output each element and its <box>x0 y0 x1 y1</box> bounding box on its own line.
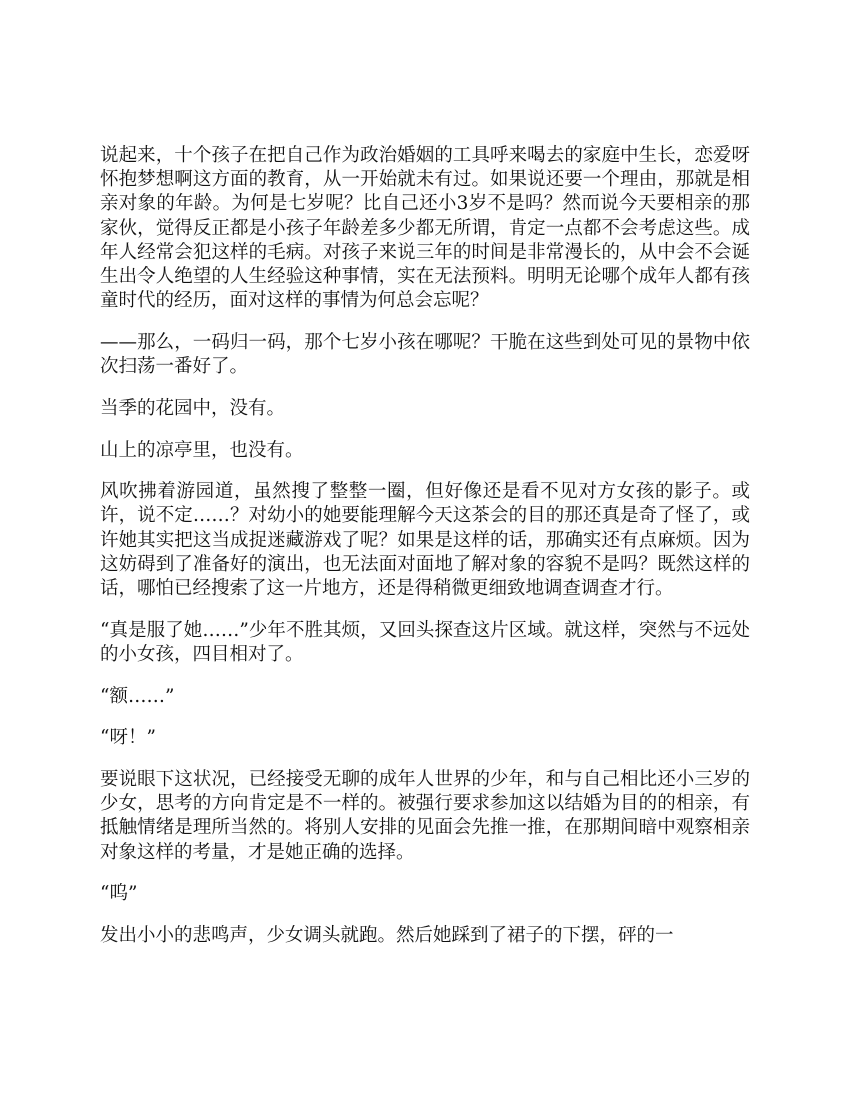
paragraph-4: 山上的凉亭里，也没有。 <box>100 439 304 461</box>
paragraph-1: 说起来，十个孩子在把自己作为政治婚姻的工具呼来喝去的家庭中生长，恋爱呀怀抱梦想啊这方面的教育，从一开始就未有过。如果说还要一个理由，那就是相亲对象的年龄。为何是七岁呢？比自己还小3岁不是吗？然而说今天要相亲的那家伙，觉得反正都是小孩子年龄差多少都无所谓，肯定一点都不会考虑这些。成年人经常会犯这样的毛病。对孩子来说三年的时间是非常漫长的，从中会不会诞生出令人绝望的人生经验这种事情，实在无法预料。明明无论哪个成年人都有孩童时代的经历，面对这样的事情为何总会忘呢？ <box>100 145 750 312</box>
paragraph-8: “呀！” <box>100 727 156 749</box>
paragraph-7: “额……” <box>100 685 175 707</box>
paragraph-3: 当季的花园中，没有。 <box>100 397 286 419</box>
paragraph-9: 要说眼下这状况，已经接受无聊的成年人世界的少年，和与自己相比还小三岁的少女，思考的方向肯定是不一样的。被强行要求参加这以结婚为目的的相亲，有抵触情绪是理所当然的。将别人安排的见面会先推一推，在那期间暗中观察相亲对象这样的考量，才是她正确的选择。 <box>100 769 750 863</box>
paragraph-11: 发出小小的悲鸣声，少女调头就跑。然后她踩到了裙子的下摆，砰的一 <box>100 925 674 947</box>
paragraph-10: “呜” <box>100 883 138 905</box>
paragraph-2: ——那么，一码归一码，那个七岁小孩在哪呢？干脆在这些到处可见的景物中依次扫荡一番好了。 <box>100 331 750 378</box>
story-text <box>100 144 750 966</box>
paragraph-5: 风吹拂着游园道，虽然搜了整整一圈，但好像还是看不见对方女孩的影子。或许，说不定……？对幼小的她要能理解今天这茶会的目的那还真是奇了怪了，或许她其实把这当成捉迷藏游戏了呢？如果是这样的话，那确实还有点麻烦。因为这妨碍到了准备好的演出，也无法面对面地了解对象的容貌不是吗？既然这样的话，哪怕已经搜索了这一片地方，还是得稍微更细致地调查调查才行。 <box>100 481 750 600</box>
paragraph-6: “真是服了她……”少年不胜其烦，又回头探查这片区域。就这样，突然与不远处的小女孩，四目相对了。 <box>100 619 750 665</box>
